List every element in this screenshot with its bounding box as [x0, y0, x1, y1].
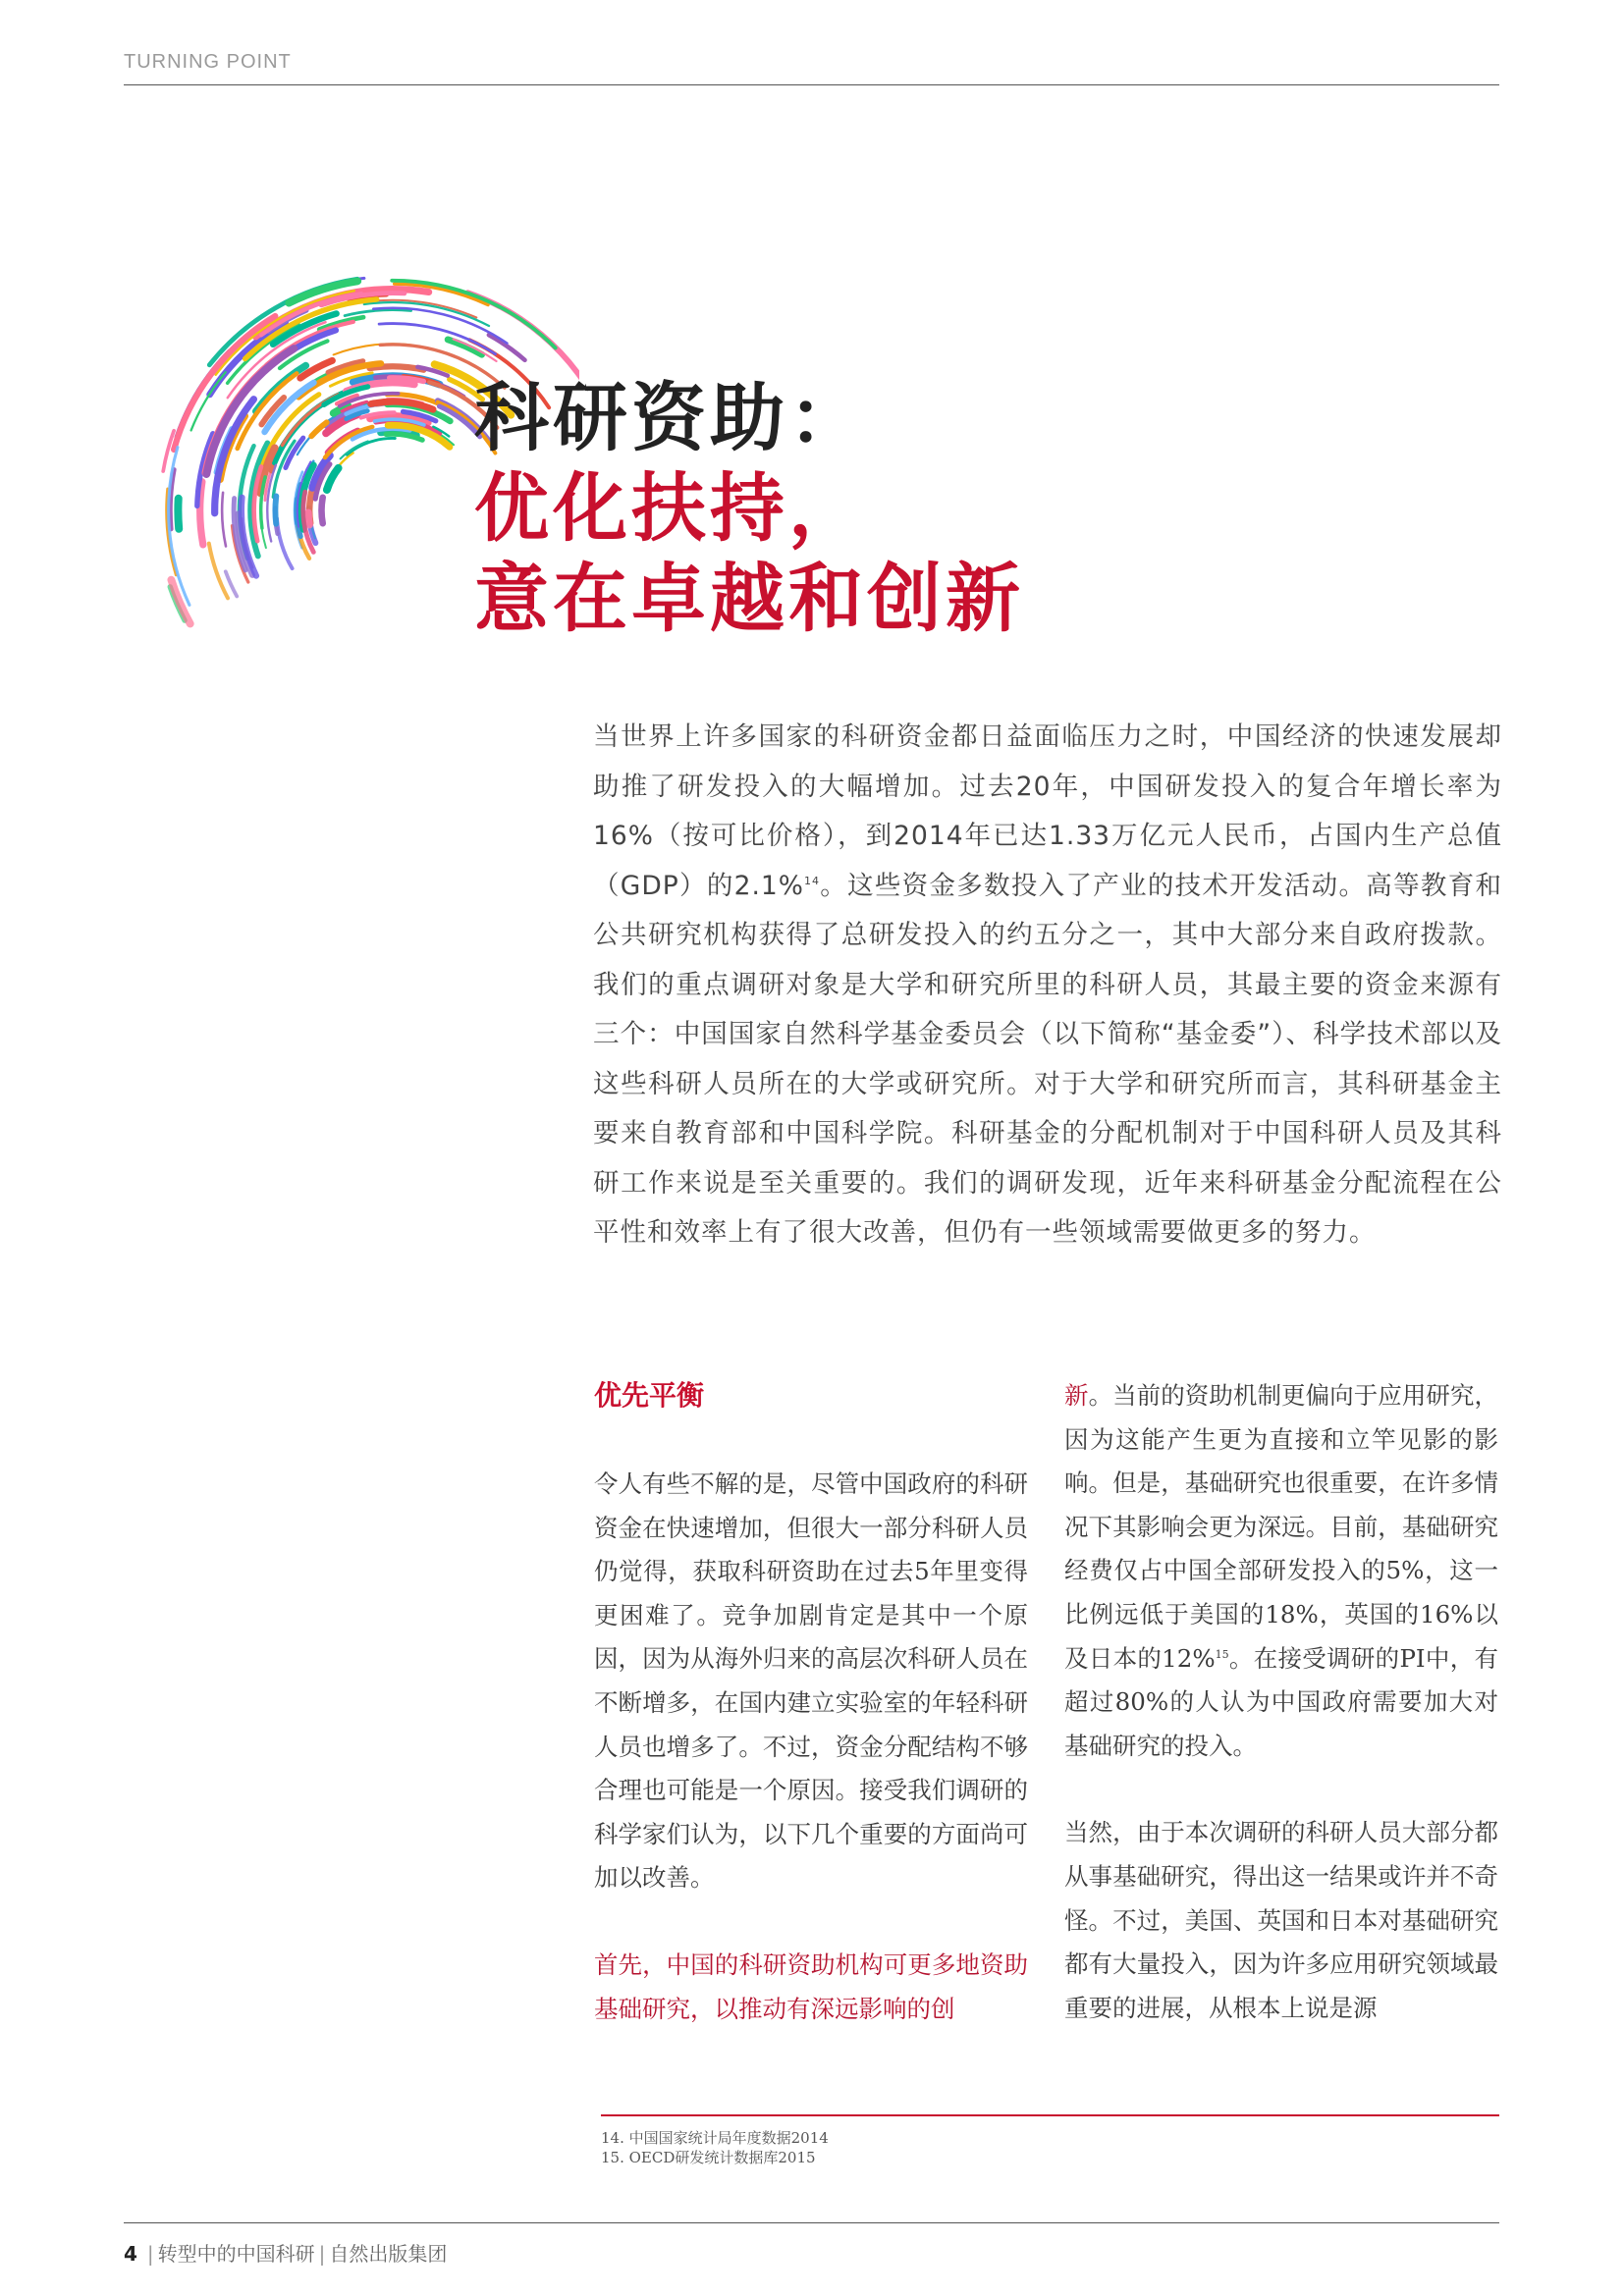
- section-heading: 优先平衡: [594, 1379, 705, 1412]
- intro-text-part-1: 当世界上许多国家的科研资金都日益面临压力之时，中国经济的快速发展却助推了研发投入的大幅增加。过去20年，中国研发投入的复合年增长率为16%（按可比价格），到2014年已达1.33万亿元人民币，占国内生产总值（GDP）的2.1%: [593, 721, 1502, 901]
- footnotes: [601, 2128, 829, 2167]
- footnote-ref-14[interactable]: 14: [803, 874, 820, 887]
- highlight-text-continuation: 新: [1064, 1381, 1089, 1410]
- footer-separator: |: [146, 2242, 154, 2266]
- header-label: TURNING POINT: [124, 51, 292, 73]
- footnote-rule: [601, 2114, 1499, 2116]
- swirl-arc: [327, 468, 339, 490]
- title-line-1: 科研资助：: [474, 374, 867, 461]
- body-paragraph: 令人有些不解的是，尽管中国政府的科研资金在快速增加，但很大一部分科研人员仍觉得，获取科研资助在过去5年里变得更困难了。竞争加剧肯定是其中一个原因，因为从海外归来的高层次科研人员在不断增多，在国内建立实验室的年轻科研人员也增多了。不过，资金分配结构不够合理也可能是一个原因。接受我们调研的科学家们认为，以下几个重要的方面尚可加以改善。: [594, 1469, 1028, 1893]
- page-number: 4: [124, 2242, 137, 2266]
- body-text-part-2: 。在接受调研的PI中，有超过80%的人认为中国政府需要加大对基础研究的投入。: [1064, 1643, 1498, 1760]
- highlight-paragraph: 首先，中国的科研资助机构可更多地资助基础研究，以推动有深远影响的创: [594, 1949, 1028, 2023]
- body-column-left: [594, 1374, 1028, 2031]
- body-column-right: [1064, 1374, 1498, 2030]
- footnote-15: 15. OECD研发统计数据库2015: [601, 2149, 816, 2166]
- swirl-arc: [489, 335, 525, 360]
- title-line-2: 优化扶持，: [474, 464, 867, 552]
- body-paragraph: [1064, 1374, 1498, 1768]
- footnote-14: 14. 中国国家统计局年度数据2014: [601, 2129, 829, 2147]
- footer-publisher: 自然出版集团: [329, 2242, 448, 2266]
- body-text-part-1: 。当前的资助机制更偏向于应用研究，因为这能产生更为直接和立竿见影的影响。但是，基础研究也很重要，在许多情况下其影响会更为深远。目前，基础研究经费仅占中国全部研发投入的5%，这一比例远低于美国的18%，英国的16%以及日本的12%: [1064, 1381, 1499, 1673]
- title-line-3: 意在卓越和创新: [474, 555, 1024, 642]
- swirl-arc: [345, 310, 411, 316]
- footer-separator: |: [318, 2242, 326, 2266]
- swirl-arc: [178, 499, 179, 529]
- footer-report-title: 转型中的中国科研: [157, 2242, 315, 2266]
- intro-paragraph: [593, 713, 1502, 1258]
- page-footer: [124, 2238, 447, 2267]
- swirl-arc: [321, 498, 322, 523]
- footnote-ref-15[interactable]: 15: [1215, 1647, 1229, 1661]
- intro-text-part-2: 。这些资金多数投入了产业的技术开发活动。高等教育和公共研究机构获得了总研发投入的约五分之一，其中大部分来自政府拨款。我们的重点调研对象是大学和研究所里的科研人员，其最主要的资金来源有三个：中国国家自然科学基金委员会（以下简称“基金委”）、科学技术部以及这些科研人员所在的大学或研究所。对于大学和研究所而言，其科研基金主要来自教育部和中国科学院。科研基金的分配机制对于中国科研人员及其科研工作来说是至关重要的。我们的调研发现，近年来科研基金分配流程在公平性和效率上有了很大改善，但仍有一些领域需要做更多的努力。: [593, 870, 1502, 1248]
- swirl-arc: [226, 571, 237, 596]
- header-rule: [124, 84, 1499, 85]
- swirl-arc: [275, 496, 276, 523]
- swirl-arc: [308, 512, 309, 525]
- page-title: [474, 373, 1024, 644]
- swirl-arc: [277, 518, 293, 568]
- footer-rule: [124, 2222, 1499, 2223]
- body-paragraph: 当然，由于本次调研的科研人员大部分都从事基础研究，得出这一结果或许并不奇怪。不过，美国、英国和日本对基础研究都有大量投入，因为许多应用研究领域最重要的进展，从根本上说是源: [1064, 1818, 1498, 2022]
- swirl-arc: [222, 493, 226, 547]
